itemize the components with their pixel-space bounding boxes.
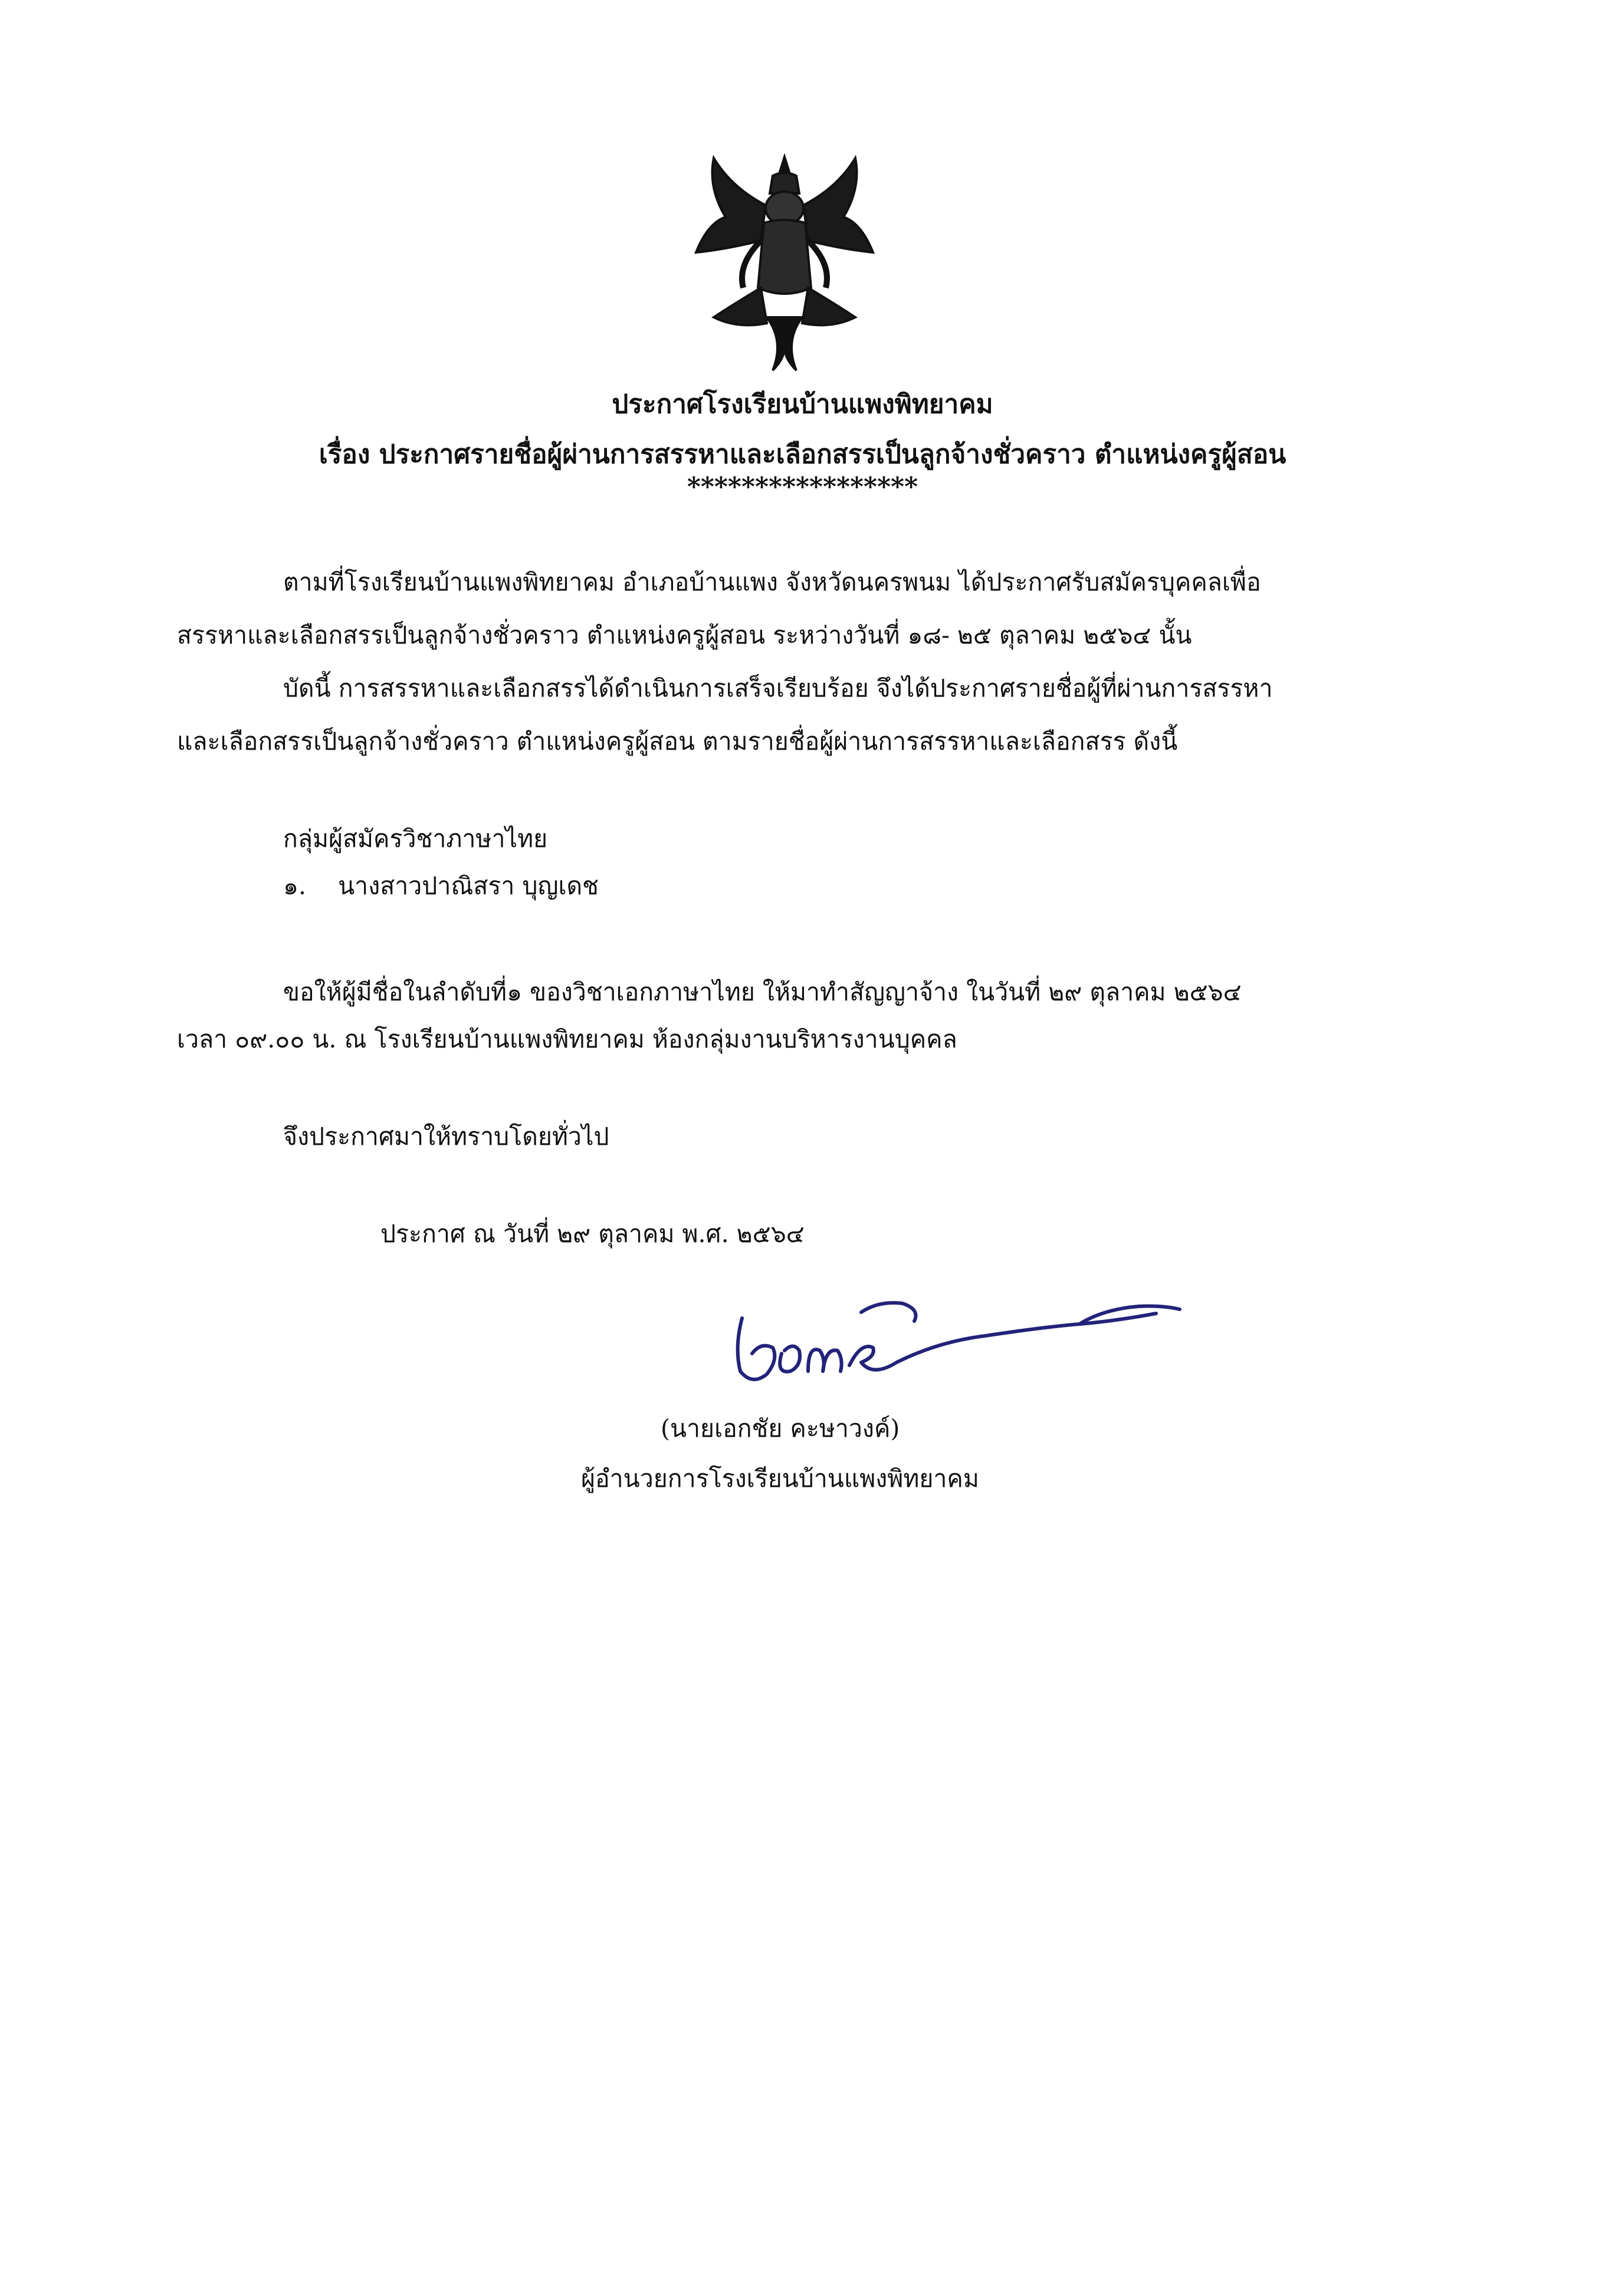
group-label: กลุ่มผู้สมัครวิชาภาษาไทย	[283, 825, 548, 853]
paragraph-1-line-1: ตามที่โรงเรียนบ้านแพงพิทยาคม อำเภอบ้านแพง จังหวัดนครพนม ได้ประกาศรับสมัครบุคคลเพื่อ	[283, 568, 1261, 596]
signature-image	[726, 1277, 1197, 1389]
paragraph-2-line-1: บัดนี้ การสรรหาและเลือกสรรได้ดำเนินการเสร็จเรียบร้อย จึงได้ประกาศรายชื่อผู้ที่ผ่านการสรรหา	[283, 674, 1273, 702]
paragraph-3-line-2: เวลา ๐๙.๐๐ น. ณ โรงเรียนบ้านแพงพิทยาคม ห้องกลุ่มงานบริหารงานบุคคล	[177, 1025, 957, 1053]
list-item	[283, 867, 599, 905]
paragraph-2-line-2: และเลือกสรรเป็นลูกจ้างชั่วคราว ตำแหน่งครูผู้สอน ตามรายชื่อผู้ผ่านการสรรหาและเลือกสรร ดังนี้	[177, 727, 1178, 756]
candidate-name: นางสาวปาณิสรา บุญเดช	[338, 872, 599, 900]
signatory-name: (นายเอกชัย คะษาวงค์)	[661, 1414, 900, 1443]
document-subject: เรื่อง ประกาศรายชื่อผู้ผ่านการสรรหาและเลือกสรรเป็นลูกจ้างชั่วคราว ตำแหน่งครูผู้สอน	[319, 439, 1286, 469]
title-separator: *****************	[687, 472, 918, 502]
document-title: ประกาศโรงเรียนบ้านแพงพิทยาคม	[612, 389, 993, 419]
paragraph-3-line-1: ขอให้ผู้มีชื่อในลำดับที่๑ ของวิชาเอกภาษาไทย ให้มาทำสัญญาจ้าง ในวันที่ ๒๙ ตุลาคม ๒๕๖๔	[283, 978, 1242, 1006]
announcement-date: ประกาศ ณ วันที่ ๒๙ ตุลาคม พ.ศ. ๒๕๖๔	[380, 1220, 805, 1248]
paragraph-1-line-2: สรรหาและเลือกสรรเป็นลูกจ้างชั่วคราว ตำแหน่งครูผู้สอน ระหว่างวันที่ ๑๘- ๒๕ ตุลาคม ๒๕๖๔ นั้น	[177, 621, 1192, 649]
candidate-number: ๑.	[283, 872, 307, 900]
garuda-emblem	[690, 152, 879, 376]
signatory-position: ผู้อำนวยการโรงเรียนบ้านแพงพิทยาคม	[581, 1464, 979, 1493]
closing-statement: จึงประกาศมาให้ทราบโดยทั่วไป	[283, 1122, 609, 1151]
